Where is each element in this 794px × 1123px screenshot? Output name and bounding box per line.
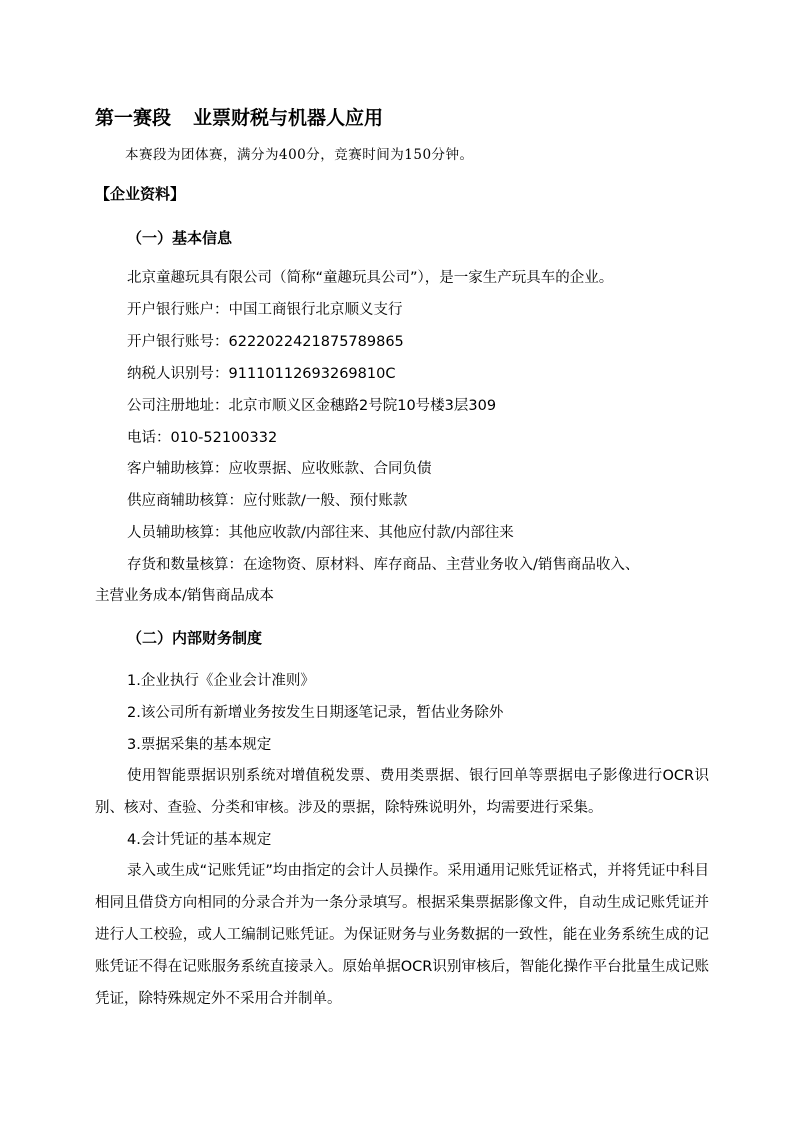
taxpayer-id: 纳税人识别号：91110112693269810C [127,366,396,382]
rule-4-heading: 4.会计凭证的基本规定 [127,832,272,848]
basic-info-heading: （一）基本信息 [127,229,233,247]
intro-text: 本赛段为团体赛，满分为400分，竞赛时间为150分钟。 [125,147,474,163]
stage-label: 第一赛段 [95,107,172,129]
bank-account-name: 开户银行账户：中国工商银行北京顺义支行 [127,302,403,318]
rule-3-heading: 3.票据采集的基本规定 [127,737,272,753]
staff-aux-accounting: 人员辅助核算：其他应收款/内部往来、其他应付款/内部往来 [127,525,514,541]
company-description: 北京童趣玩具有限公司（简称“童趣玩具公司”），是一家生产玩具车的企业。 [127,270,614,286]
supplier-aux-accounting: 供应商辅助核算：应付账款/一般、预付账款 [127,493,408,509]
rule-2: 2.该公司所有新增业务按发生日期逐笔记录，暂估业务除外 [127,705,504,721]
stage-name: 业票财税与机器人应用 [193,107,384,129]
finance-rules-heading: （二）内部财务制度 [127,629,263,647]
inventory-aux-accounting-line2: 主营业务成本/销售商品成本 [95,588,274,604]
registered-address: 公司注册地址：北京市顺义区金穗路2号院10号楼3层309 [127,398,497,414]
inventory-aux-accounting-line1: 存货和数量核算：在途物资、原材料、库存商品、主营业务收入/销售商品收入、 [127,557,640,573]
section-heading: 【企业资料】 [95,185,186,203]
bank-account-number: 开户银行账号：6222022421875789865 [127,334,404,350]
rule-1: 1.企业执行《企业会计准则》 [127,673,315,689]
customer-aux-accounting: 客户辅助核算：应收票据、应收账款、合同负债 [127,461,432,477]
rule-3-paragraph: 使用智能票据识别系统对增值税发票、费用类票据、银行回单等票据电子影像进行OCR识别、核对、查验、分类和审核。涉及的票据，除特殊说明外，均需要进行采集。 [95,768,709,816]
rule-4-paragraph: 录入或生成“记账凭证”均由指定的会计人员操作。采用通用记账凭证格式，并将凭证中科目相同且借贷方向相同的分录合并为一条分录填写。根据采集票据影像文件，自动生成记账凭证并进行人工校验，或人工编制记账凭证。为保证财务与业务数据的一致性，能在业务系统生成的记账凭证不得在记账服务系统直接录入。原始单据OCR识别审核后，智能化操作平台批量生成记账凭证，除特殊规定外不采用合并制单。 [95,863,709,1007]
phone-number: 电话：010-52100332 [127,430,278,446]
page-title [95,106,715,130]
